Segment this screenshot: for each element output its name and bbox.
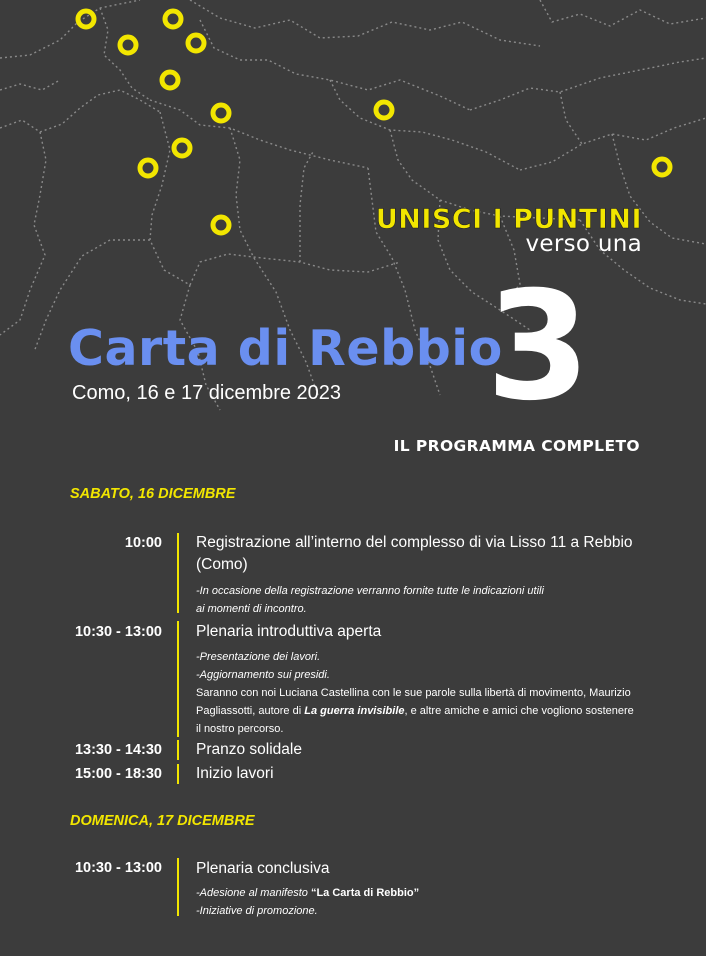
note-line: -Aggiornamento sui presidi. xyxy=(196,669,330,681)
event-title: Plenaria conclusiva xyxy=(196,860,330,877)
timeline-bar xyxy=(177,764,179,784)
event-title-line: (Como) xyxy=(196,556,248,573)
time-slot: 10:30 - 13:00 xyxy=(74,624,162,640)
day-heading-saturday: SABATO, 16 DICEMBRE xyxy=(70,486,236,502)
event-note xyxy=(196,648,656,738)
time-slot: 10:30 - 13:00 xyxy=(74,860,162,876)
slogan-verso-una: verso una xyxy=(525,231,642,257)
event-title xyxy=(196,532,636,576)
note-text: , e altre amiche e amici che vogliono sostenere xyxy=(404,705,634,717)
note-line xyxy=(196,884,656,902)
map-dot xyxy=(188,35,204,51)
map-dot xyxy=(174,140,190,156)
note-line: -In occasione della registrazione verranno fornite tutte le indicazioni utili xyxy=(196,585,544,597)
map-dots xyxy=(78,11,670,233)
event-title: Inizio lavori xyxy=(196,765,274,782)
manifesto-name: “La Carta di Rebbio” xyxy=(310,887,420,899)
note-line xyxy=(196,702,656,720)
timeline-bar xyxy=(177,533,179,613)
program-heading: IL PROGRAMMA COMPLETO xyxy=(393,437,640,455)
time-slot: 15:00 - 18:30 xyxy=(74,766,162,782)
map-dot xyxy=(120,37,136,53)
event-title-line: Registrazione all’interno del complesso di via Lisso 11 a Rebbio xyxy=(196,534,633,551)
event-note xyxy=(196,884,656,920)
note-line: Saranno con noi Luciana Castellina con le sue parole sulla libertà di movimento, Maurizio xyxy=(196,687,631,699)
map-dot xyxy=(162,72,178,88)
slogan-unisci: UNISCI I PUNTINI xyxy=(375,204,642,235)
book-title: La guerra invisibile xyxy=(304,705,405,717)
map-dot xyxy=(213,105,229,121)
map-dot xyxy=(140,160,156,176)
map-dot xyxy=(376,102,392,118)
event-note xyxy=(196,582,656,618)
map-dot xyxy=(165,11,181,27)
note-line: -Iniziative di promozione. xyxy=(196,905,318,917)
page-title: Carta di Rebbio xyxy=(68,320,503,377)
note-line: ai momenti di incontro. xyxy=(196,603,307,615)
time-slot: 10:00 xyxy=(124,535,162,551)
map-dot xyxy=(213,217,229,233)
note-text: Pagliassotti, autore di xyxy=(196,705,305,717)
title-number: 3 xyxy=(486,260,591,434)
timeline-bar xyxy=(177,858,179,916)
note-text: -Adesione al manifesto xyxy=(196,887,311,899)
day-heading-sunday: DOMENICA, 17 DICEMBRE xyxy=(70,813,255,829)
map-dot xyxy=(78,11,94,27)
note-line: -Presentazione dei lavori. xyxy=(196,651,321,663)
timeline-bar xyxy=(177,621,179,737)
time-slot: 13:30 - 14:30 xyxy=(74,742,162,758)
timeline-bar xyxy=(177,740,179,760)
event-title: Pranzo solidale xyxy=(196,741,302,758)
event-title: Plenaria introduttiva aperta xyxy=(196,623,382,640)
map-dot xyxy=(654,159,670,175)
note-line: il nostro percorso. xyxy=(196,723,284,735)
event-date-location: Como, 16 e 17 dicembre 2023 xyxy=(72,382,342,404)
